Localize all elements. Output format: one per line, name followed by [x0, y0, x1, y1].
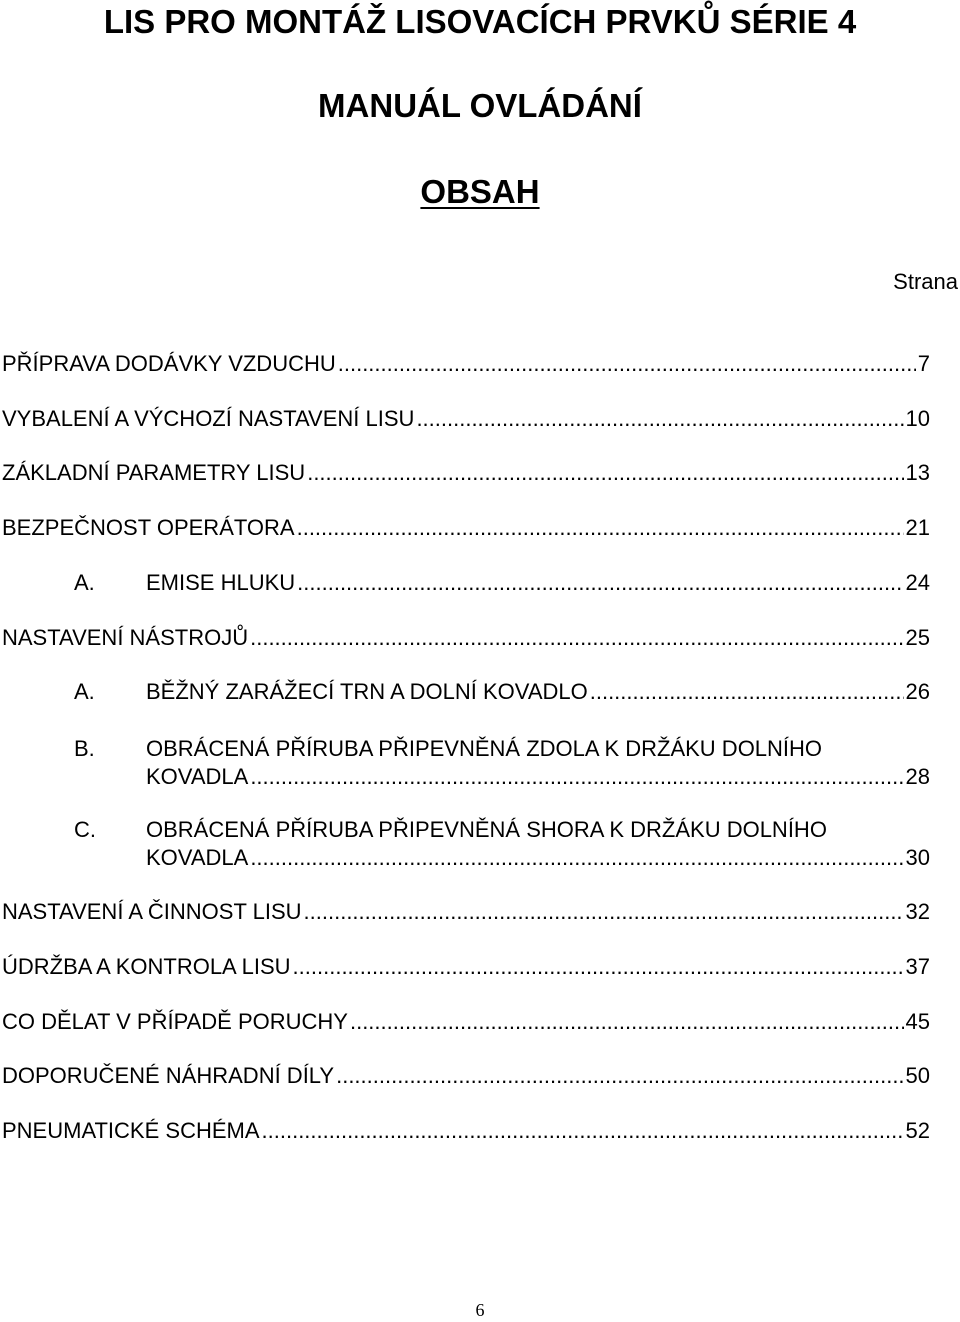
toc-entry-label: PŘÍPRAVA DODÁVKY VZDUCHU [2, 351, 336, 376]
toc-leader-dots [416, 405, 903, 433]
toc-entry[interactable] [2, 624, 930, 652]
toc-entry-label: ÚDRŽBA A KONTROLA LISU [2, 954, 291, 979]
toc-entry-page: 28 [905, 764, 930, 789]
toc-entry[interactable] [2, 678, 930, 706]
toc-entry-label: BEZPEČNOST OPERÁTORA [2, 515, 295, 540]
toc-entry-page: 26 [905, 679, 930, 704]
toc-entry-page: 37 [905, 954, 930, 979]
toc-entry-label: DOPORUČENÉ NÁHRADNÍ DÍLY [2, 1063, 335, 1088]
toc-entry-page: 13 [905, 460, 930, 485]
toc-leader-dots [262, 1117, 904, 1145]
toc-entry-page: 10 [905, 406, 930, 431]
toc-entry[interactable] [2, 816, 930, 872]
toc-entry-marker: A. [74, 570, 95, 595]
toc-entry-label: CO DĚLAT V PŘÍPADĚ PORUCHY [2, 1009, 348, 1034]
toc-entry-page: 25 [905, 625, 930, 650]
contents-heading: OBSAH [420, 173, 540, 210]
toc-entry[interactable] [2, 1008, 930, 1036]
toc-entry[interactable] [2, 1062, 930, 1090]
toc-entry-page: 32 [905, 899, 930, 924]
toc-leader-dots [336, 1062, 903, 1090]
toc-entry-page: 24 [905, 570, 930, 595]
toc-entry-label: PNEUMATICKÉ SCHÉMA [2, 1118, 260, 1143]
toc-leader-dots [307, 459, 903, 487]
toc-leader-dots [250, 763, 903, 791]
toc-entry-label: BĚŽNÝ ZARÁŽECÍ TRN A DOLNÍ KOVADLO [146, 679, 588, 704]
toc-entry-label-line2: KOVADLA [146, 845, 249, 870]
toc-entry-label-line1: OBRÁCENÁ PŘÍRUBA PŘIPEVNĚNÁ ZDOLA K DRŽÁKU DOLNÍHO [146, 736, 823, 761]
toc-entry-page: 52 [905, 1118, 930, 1143]
page-number: 6 [475, 1300, 485, 1320]
toc-entry-label: ZÁKLADNÍ PARAMETRY LISU [2, 460, 306, 485]
toc-leader-dots [250, 844, 903, 872]
toc-entry[interactable] [2, 735, 930, 791]
toc-leader-dots [297, 569, 903, 597]
toc-leader-dots [304, 898, 904, 926]
toc-entry[interactable] [2, 953, 930, 981]
document-subtitle: MANUÁL OVLÁDÁNÍ [318, 87, 642, 124]
toc-entry-marker: C. [74, 817, 96, 842]
toc-entry-page: 50 [905, 1063, 930, 1088]
toc-entry-page: 45 [905, 1009, 930, 1034]
toc-entry-marker: B. [74, 736, 95, 761]
toc-leader-dots [297, 514, 904, 542]
toc-entry-label-line2: KOVADLA [146, 764, 249, 789]
toc-entry-page: 21 [905, 515, 930, 540]
document-title: LIS PRO MONTÁŽ LISOVACÍCH PRVKŮ SÉRIE 4 [103, 3, 857, 40]
toc-entry[interactable] [2, 1117, 930, 1145]
toc-entry-marker: A. [74, 679, 95, 704]
toc-leader-dots [293, 953, 904, 981]
toc-entry[interactable] [2, 459, 930, 487]
toc-entry[interactable] [2, 405, 930, 433]
toc-leader-dots [350, 1008, 904, 1036]
toc-entry-label: VYBALENÍ A VÝCHOZÍ NASTAVENÍ LISU [2, 406, 415, 431]
toc-leader-dots [590, 678, 904, 706]
toc-entry-label-line1: OBRÁCENÁ PŘÍRUBA PŘIPEVNĚNÁ SHORA K DRŽÁKU DOLNÍHO [146, 817, 827, 842]
toc-leader-dots [250, 624, 903, 652]
toc-entry-label: EMISE HLUKU [146, 570, 296, 595]
page-column-label: Strana [893, 269, 958, 294]
toc-entry-label: NASTAVENÍ A ČINNOST LISU [2, 899, 302, 924]
toc-entry[interactable] [2, 514, 930, 542]
toc-entry[interactable] [2, 898, 930, 926]
toc-entry[interactable] [2, 350, 930, 378]
toc-entry[interactable] [2, 569, 930, 597]
toc-entry-page: 7 [917, 351, 930, 376]
toc-entry-label: NASTAVENÍ NÁSTROJŮ [2, 625, 249, 650]
toc-entry-page: 30 [905, 845, 930, 870]
toc-leader-dots [338, 350, 916, 378]
